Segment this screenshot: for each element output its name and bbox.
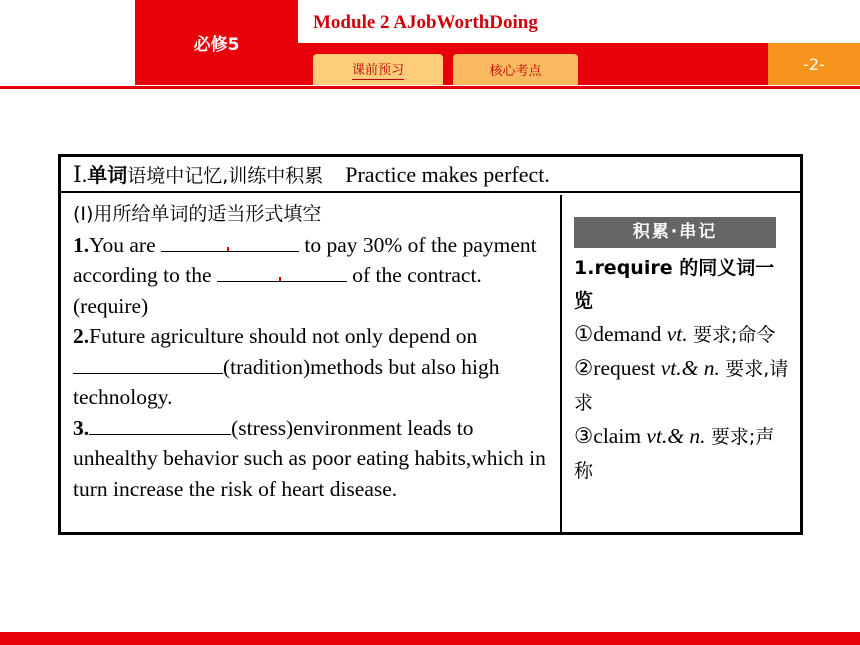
synonym-item-1 xyxy=(574,318,790,352)
question-2-text-b: (tradition)methods but also high technology. xyxy=(73,354,500,409)
question-2 xyxy=(73,321,552,413)
tab-preview-label: 课前预习 xyxy=(352,59,404,80)
synonym-num: ② xyxy=(574,356,594,380)
heading-cn: 语境中记忆,训练中积累 xyxy=(127,165,324,187)
header-divider xyxy=(0,86,860,89)
question-2-text-a: Future agriculture should not only depend on xyxy=(89,324,478,348)
question-1-text-c: of the contract.(require) xyxy=(73,263,482,318)
exercise-column xyxy=(61,195,562,532)
answer-blank-1b[interactable] xyxy=(217,261,347,282)
answer-blank-3[interactable] xyxy=(89,414,231,435)
synonym-title: 1.require 的同义词一览 xyxy=(574,257,775,312)
synonym-meaning: 要求,请求 xyxy=(574,358,789,414)
answer-blank-2[interactable] xyxy=(73,353,223,374)
synonym-num: ① xyxy=(574,322,594,346)
exercise-box xyxy=(58,154,803,535)
synonym-meaning: 要求;命令 xyxy=(693,324,776,346)
synonym-item-2 xyxy=(574,352,790,420)
synonym-pos: vt.& n. xyxy=(646,424,706,448)
synonym-pos: vt. xyxy=(666,322,688,346)
synonym-word: demand xyxy=(593,322,662,346)
accumulate-tag: 积累·串记 xyxy=(574,217,776,248)
heading-en: Practice makes perfect. xyxy=(345,162,550,187)
question-3 xyxy=(73,413,552,505)
synonym-item-3 xyxy=(574,420,790,488)
question-2-number: 2. xyxy=(73,324,90,348)
answer-blank-1a[interactable] xyxy=(161,231,299,252)
question-3-text: (stress)environment leads to unhealthy behavior such as poor eating habits,which in turn increase the risk of heart disease. xyxy=(73,415,546,501)
synonym-word: request xyxy=(593,356,656,380)
header-bar xyxy=(0,0,860,88)
question-1 xyxy=(73,230,552,322)
heading-roman: Ⅰ. xyxy=(73,162,88,187)
question-3-number: 3. xyxy=(73,415,90,440)
footer-bar xyxy=(0,632,860,645)
heading-bold: 单词 xyxy=(87,163,128,187)
box-heading xyxy=(61,157,800,193)
exercise-subheading: (Ⅰ)用所给单词的适当形式填空 xyxy=(73,203,322,225)
tab-core-points-label: 核心考点 xyxy=(489,64,542,79)
synonym-word: claim xyxy=(593,424,642,448)
question-1-text-b: to pay 30% of the payment according to the xyxy=(73,232,537,287)
tab-preview[interactable] xyxy=(313,54,443,85)
question-1-text-a: You are xyxy=(89,232,161,257)
course-badge: 必修5 xyxy=(135,0,298,85)
tab-core-points[interactable] xyxy=(453,54,578,85)
page-number: -2- xyxy=(768,43,860,85)
synonym-meaning: 要求;声称 xyxy=(574,426,775,482)
synonym-column xyxy=(562,195,800,532)
synonym-num: ③ xyxy=(574,424,594,448)
question-1-number: 1. xyxy=(73,232,90,257)
synonym-pos: vt.& n. xyxy=(660,356,720,380)
module-title: Module 2 AJobWorthDoing xyxy=(313,12,538,33)
